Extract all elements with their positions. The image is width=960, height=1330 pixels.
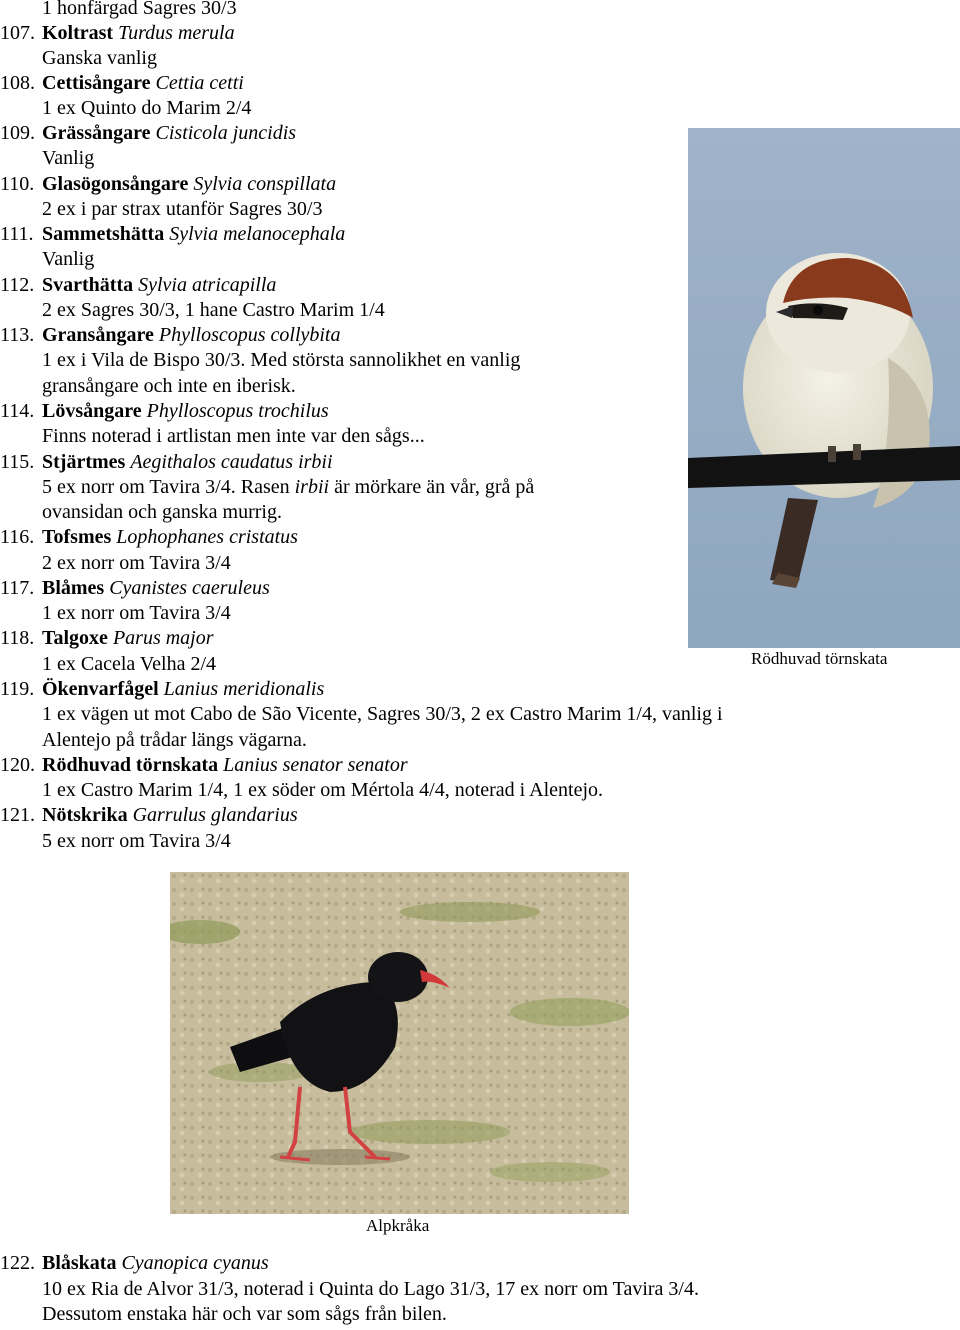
subspecies-name: irbii bbox=[294, 476, 330, 498]
species-note: 1 ex Castro Marim 1/4, 1 ex söder om Mértola 4/4, noterad i Alentejo. bbox=[42, 779, 603, 801]
species-latin: Parus major bbox=[112, 627, 214, 649]
species-latin: Lophophanes cristatus bbox=[116, 526, 298, 548]
species-name: Koltrast bbox=[42, 22, 114, 44]
species-number: 116. bbox=[0, 526, 35, 548]
species-latin: Lanius senator senator bbox=[223, 754, 408, 776]
species-name: Grässångare bbox=[42, 122, 151, 144]
species-entry bbox=[0, 803, 900, 828]
species-latin: Cisticola juncidis bbox=[155, 122, 297, 144]
species-latin: Cyanopica cyanus bbox=[121, 1252, 269, 1274]
species-number: 108. bbox=[0, 72, 35, 94]
species-note: 10 ex Ria de Alvor 31/3, noterad i Quinta do Lago 31/3, 17 ex norr om Tavira 3/4. bbox=[42, 1278, 699, 1300]
species-name: Lövsångare bbox=[42, 400, 142, 422]
species-name: Svarthätta bbox=[42, 274, 134, 296]
species-entry bbox=[0, 222, 700, 247]
species-number: 117. bbox=[0, 577, 35, 599]
species-number: 109. bbox=[0, 122, 35, 144]
species-latin: Phylloscopus collybita bbox=[158, 324, 341, 346]
species-latin: Phylloscopus trochilus bbox=[146, 400, 329, 422]
species-entry bbox=[0, 1251, 900, 1276]
species-entry bbox=[0, 450, 700, 475]
species-name: Blåskata bbox=[42, 1252, 117, 1274]
species-entry bbox=[0, 677, 900, 702]
species-latin: Aegithalos caudatus irbii bbox=[130, 451, 333, 473]
species-name: Cettisångare bbox=[42, 72, 151, 94]
note-text: 5 ex norr om Tavira 3/4. Rasen bbox=[42, 476, 290, 498]
species-name: Rödhuvad törnskata bbox=[42, 754, 219, 776]
species-number: 122. bbox=[0, 1252, 35, 1274]
species-latin: Garrulus glandarius bbox=[132, 804, 298, 826]
species-number: 112. bbox=[0, 274, 35, 296]
species-entry bbox=[0, 121, 700, 146]
species-note: 2 ex norr om Tavira 3/4 bbox=[42, 552, 231, 574]
species-entry bbox=[0, 399, 700, 424]
chough-photo bbox=[170, 872, 629, 1214]
continuation-line: 1 honfärgad Sagres 30/3 bbox=[42, 0, 237, 19]
shrike-caption: Rödhuvad törnskata bbox=[751, 649, 888, 668]
species-number: 114. bbox=[0, 400, 35, 422]
species-latin: Sylvia conspillata bbox=[193, 173, 337, 195]
species-number: 111. bbox=[0, 223, 34, 245]
species-name: Sammetshätta bbox=[42, 223, 165, 245]
species-note: gransångare och inte en iberisk. bbox=[42, 375, 296, 397]
species-entry bbox=[0, 626, 700, 651]
species-note: Alentejo på trådar längs vägarna. bbox=[42, 729, 307, 751]
species-note: 1 ex vägen ut mot Cabo de São Vicente, Sagres 30/3, 2 ex Castro Marim 1/4, vanlig i bbox=[42, 703, 723, 725]
note-text: är mörkare än vår, grå på bbox=[329, 476, 535, 498]
species-note: 1 ex norr om Tavira 3/4 bbox=[42, 602, 231, 624]
species-entry bbox=[0, 172, 700, 197]
species-latin: Cettia cetti bbox=[155, 72, 244, 94]
chough-caption: Alpkråka bbox=[366, 1216, 430, 1235]
species-number: 107. bbox=[0, 22, 35, 44]
species-note: 1 ex i Vila de Bispo 30/3. Med största sannolikhet en vanlig bbox=[42, 349, 521, 371]
species-entry bbox=[0, 576, 700, 601]
species-note: 5 ex norr om Tavira 3/4 bbox=[42, 830, 231, 852]
species-latin: Lanius meridionalis bbox=[163, 678, 325, 700]
species-number: 113. bbox=[0, 324, 35, 346]
species-name: Blåmes bbox=[42, 577, 105, 599]
species-number: 110. bbox=[0, 173, 35, 195]
species-name: Ökenvarfågel bbox=[42, 678, 159, 700]
species-note: 1 ex Quinto do Marim 2/4 bbox=[42, 97, 252, 119]
species-latin: Sylvia atricapilla bbox=[138, 274, 277, 296]
species-number: 121. bbox=[0, 804, 35, 826]
species-name: Stjärtmes bbox=[42, 451, 126, 473]
species-name: Tofsmes bbox=[42, 526, 112, 548]
species-number: 119. bbox=[0, 678, 35, 700]
species-entry bbox=[0, 273, 700, 298]
species-note: Vanlig bbox=[42, 147, 95, 169]
species-entry bbox=[0, 323, 700, 348]
species-name: Nötskrika bbox=[42, 804, 128, 826]
species-note: 2 ex i par strax utanför Sagres 30/3 bbox=[42, 198, 323, 220]
species-note: Ganska vanlig bbox=[42, 47, 157, 69]
species-note: ovansidan och ganska murrig. bbox=[42, 501, 282, 523]
species-name: Gransångare bbox=[42, 324, 154, 346]
species-note: Finns noterad i artlistan men inte var den sågs... bbox=[42, 425, 425, 447]
species-latin: Turdus merula bbox=[118, 22, 235, 44]
species-number: 120. bbox=[0, 754, 35, 776]
species-note bbox=[42, 475, 534, 500]
shrike-photo bbox=[688, 128, 960, 648]
species-note: Vanlig bbox=[42, 248, 95, 270]
species-entry bbox=[0, 71, 700, 96]
species-name: Talgoxe bbox=[42, 627, 108, 649]
species-latin: Sylvia melanocephala bbox=[169, 223, 346, 245]
species-entry bbox=[0, 753, 900, 778]
species-note: 1 ex Cacela Velha 2/4 bbox=[42, 653, 217, 675]
species-entry bbox=[0, 21, 700, 46]
species-latin: Cyanistes caeruleus bbox=[109, 577, 270, 599]
species-name: Glasögonsångare bbox=[42, 173, 189, 195]
species-note: Dessutom enstaka här och var som sågs från bilen. bbox=[42, 1303, 447, 1325]
species-number: 115. bbox=[0, 451, 35, 473]
species-number: 118. bbox=[0, 627, 35, 649]
species-entry bbox=[0, 525, 700, 550]
species-note: 2 ex Sagres 30/3, 1 hane Castro Marim 1/4 bbox=[42, 299, 385, 321]
